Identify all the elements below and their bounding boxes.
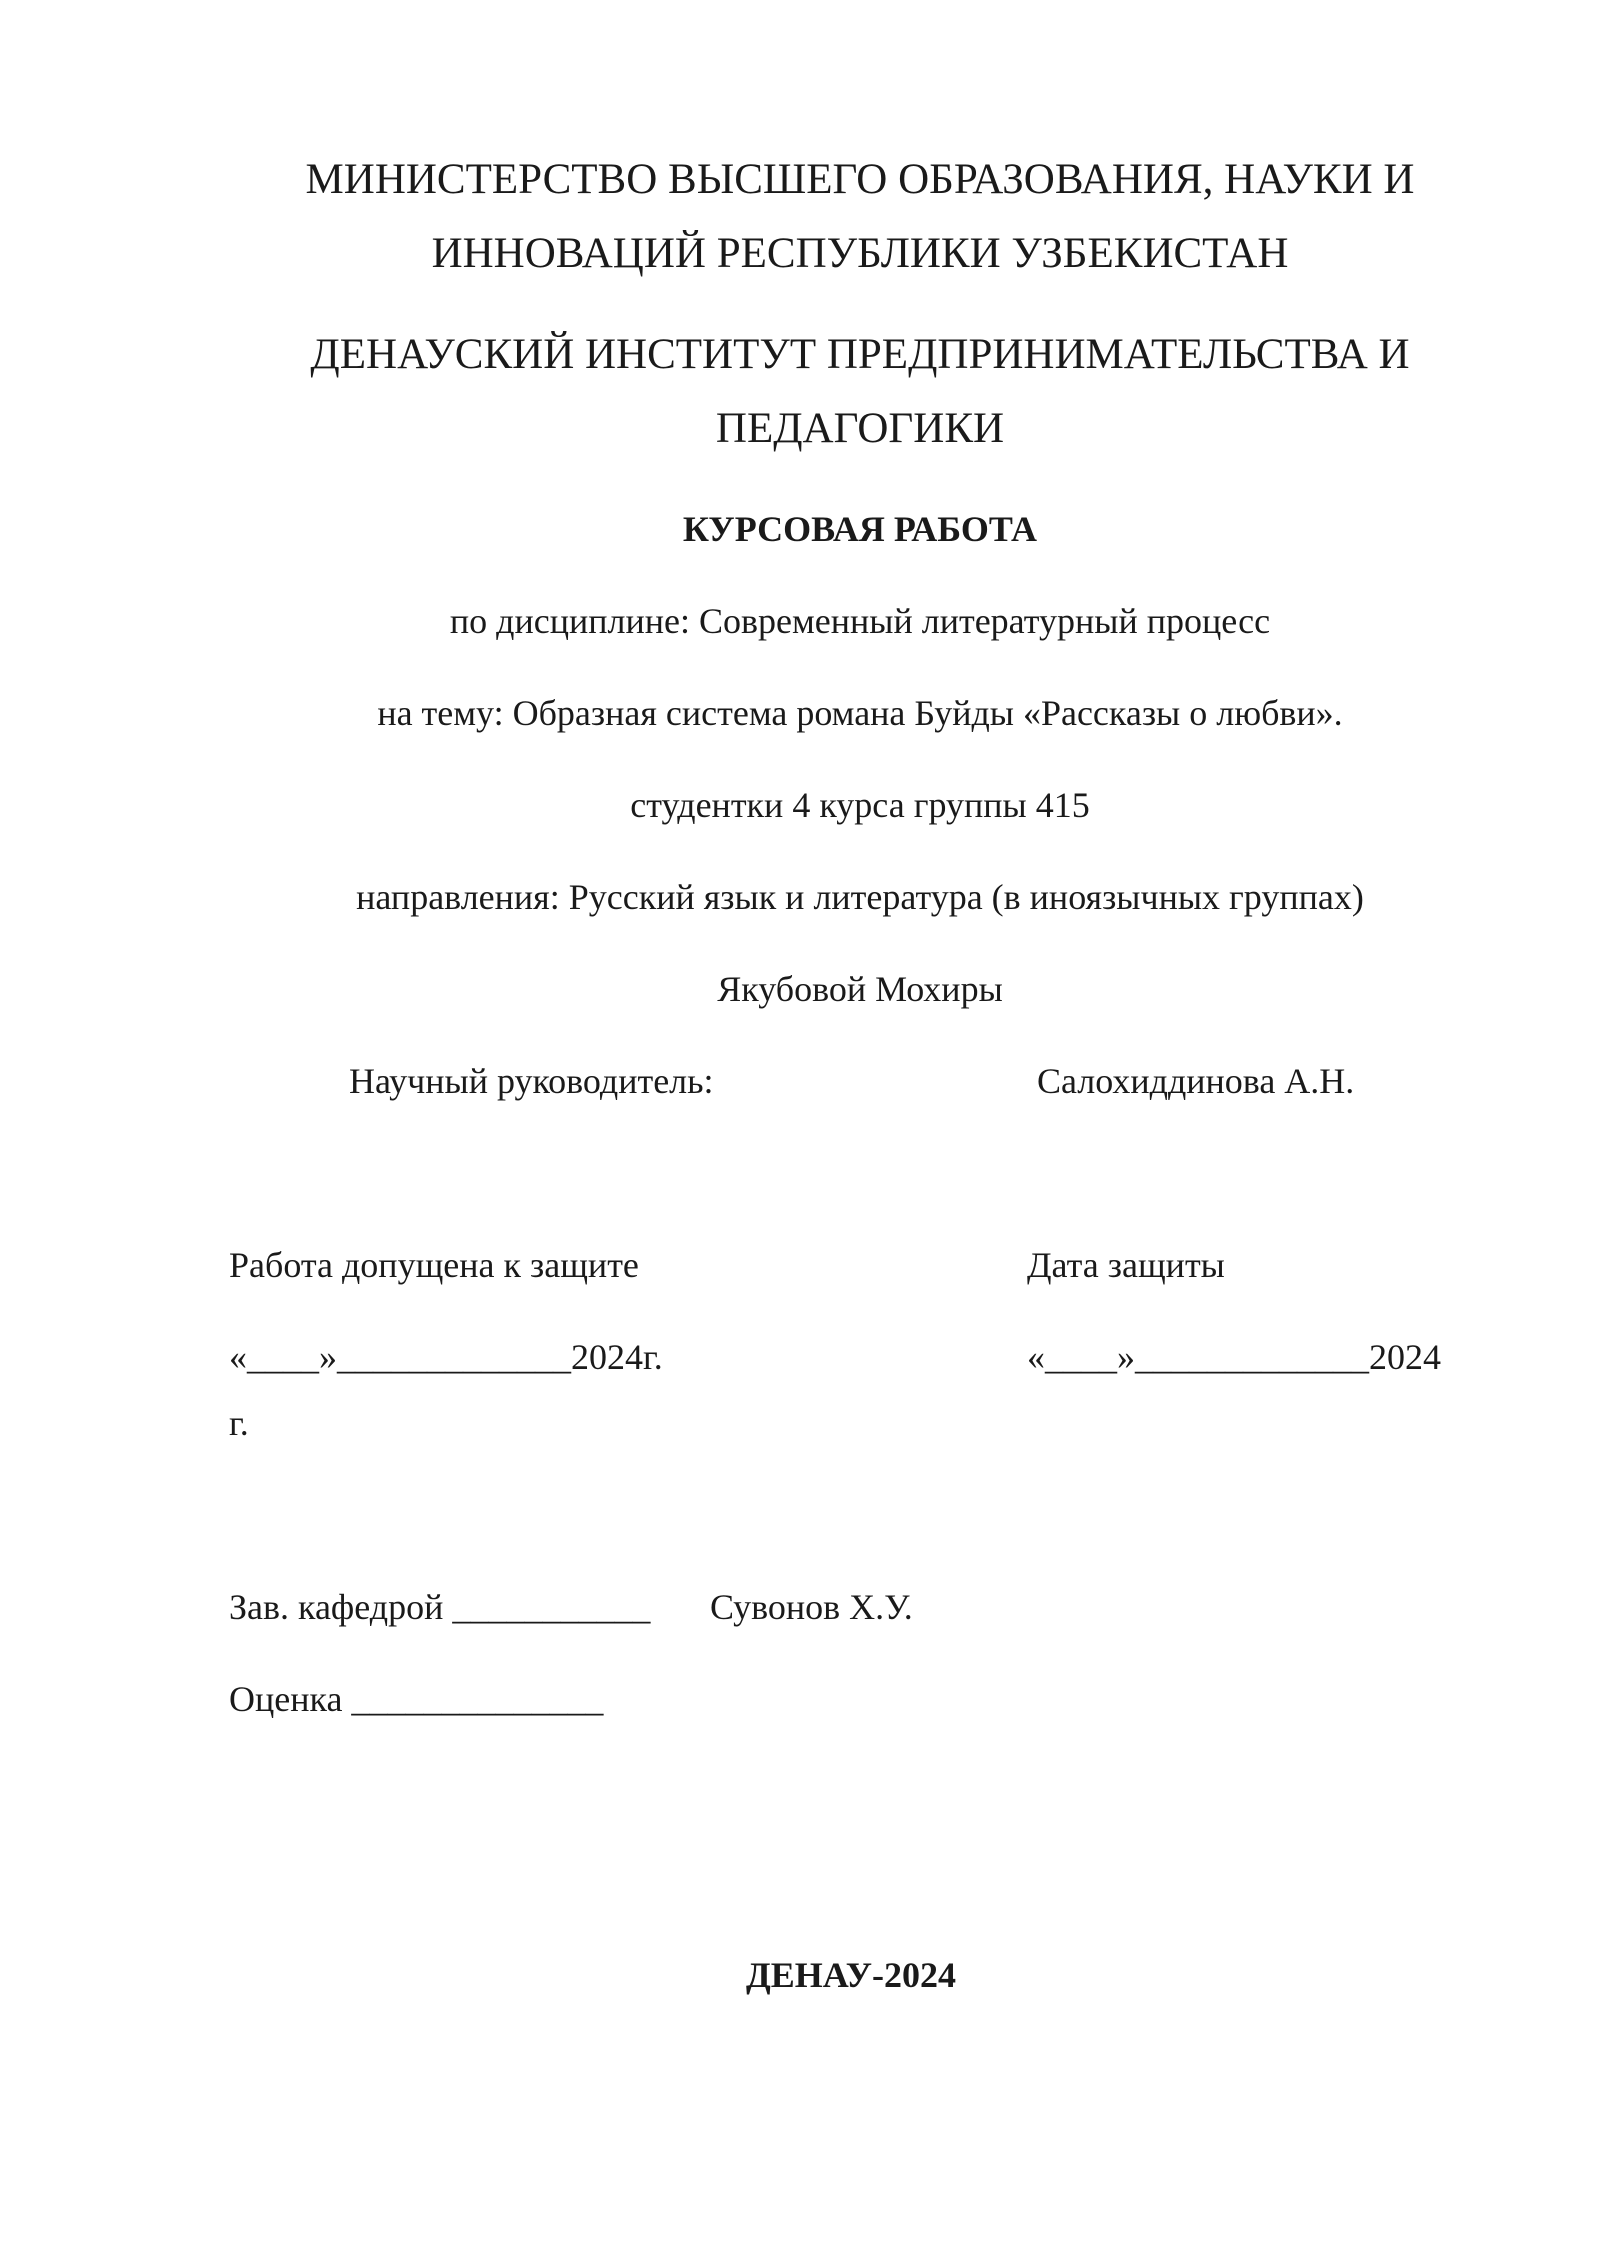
direction-line: направления: Русский язык и литература (в иноязычных группах) — [356, 877, 1364, 917]
ministry-line-2: ИННОВАЦИЙ РЕСПУБЛИКИ УЗБЕКИСТАН — [431, 230, 1289, 277]
institute-line-1: ДЕНАУСКИЙ ИНСТИТУТ ПРЕДПРИНИМАТЕЛЬСТВА И — [310, 331, 1410, 378]
grade-label: Оценка ______________ — [229, 1679, 604, 1719]
topic-line: на тему: Образная система романа Буйды «Рассказы о любви». — [377, 693, 1343, 733]
head-of-department-label: Зав. кафедрой ___________ — [229, 1587, 651, 1627]
admission-date-line: «____»_____________2024г. — [229, 1337, 663, 1377]
head-of-department-name: Сувонов Х.У. — [710, 1587, 913, 1627]
discipline-line: по дисциплине: Современный литературный процесс — [449, 601, 1271, 641]
student-name: Якубовой Мохиры — [717, 969, 1003, 1009]
supervisor-name: Салохиддинова А.Н. — [1037, 1061, 1355, 1101]
admission-date-suffix: г. — [229, 1403, 249, 1443]
student-course-line: студентки 4 курса группы 415 — [630, 785, 1090, 825]
defense-date-line: «____»_____________2024 — [1027, 1337, 1441, 1377]
footer-city-year: ДЕНАУ-2024 — [745, 1955, 957, 1995]
supervisor-label: Научный руководитель: — [349, 1061, 714, 1101]
defense-label: Дата защиты — [1027, 1245, 1225, 1285]
work-type-title: КУРСОВАЯ РАБОТА — [682, 509, 1038, 549]
admission-label: Работа допущена к защите — [229, 1245, 639, 1285]
institute-line-2: ПЕДАГОГИКИ — [715, 405, 1005, 452]
ministry-line-1: МИНИСТЕРСТВО ВЫСШЕГО ОБРАЗОВАНИЯ, НАУКИ И — [305, 156, 1415, 203]
